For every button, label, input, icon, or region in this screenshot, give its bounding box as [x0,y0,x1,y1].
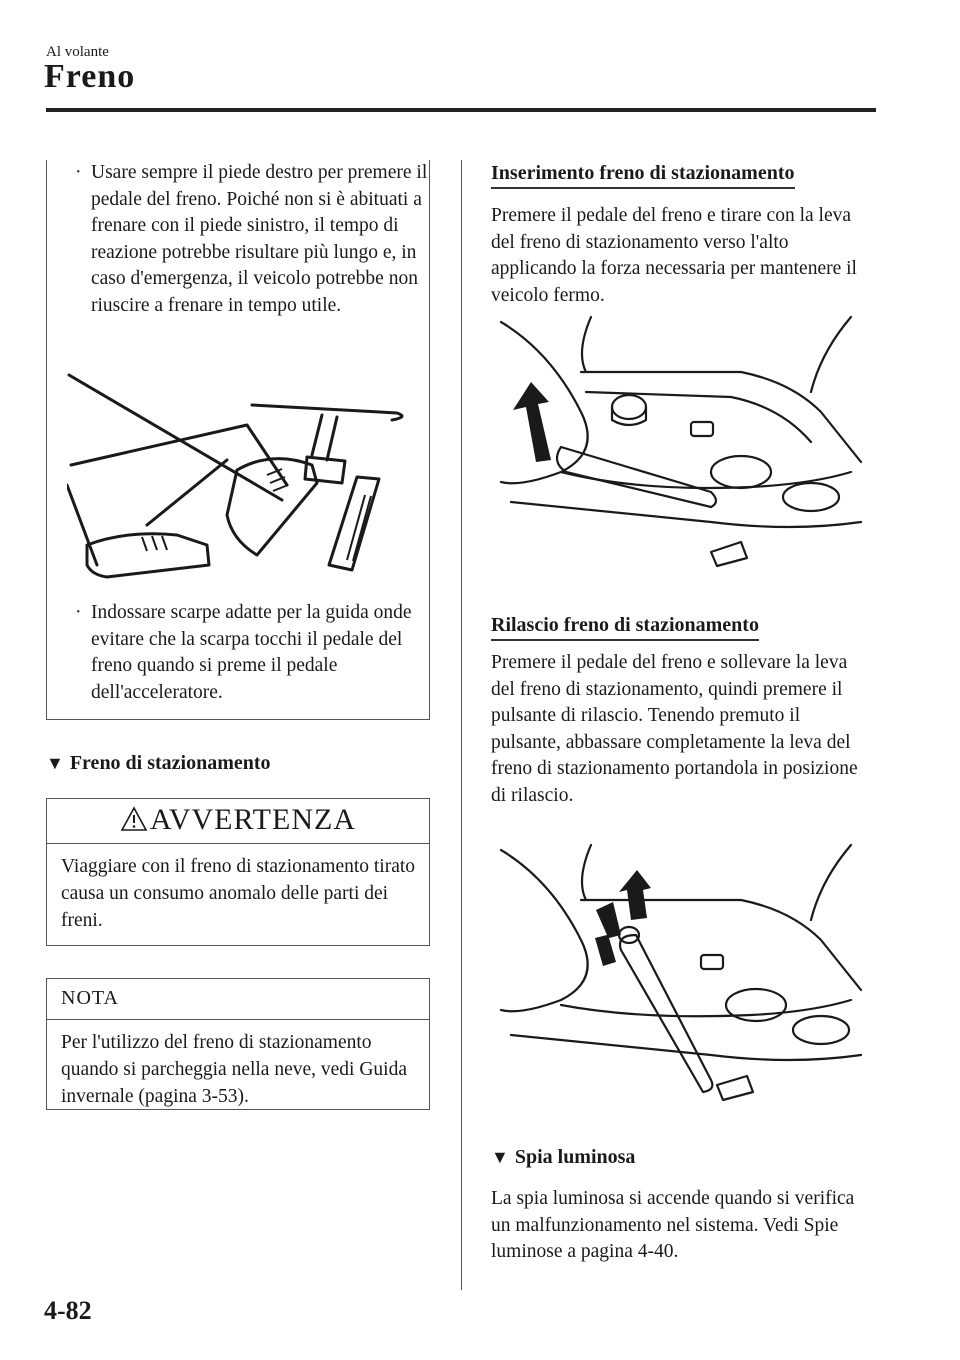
warning-title [47,803,429,837]
header-section-label: Al volante [46,44,109,60]
indicator-heading-text: Spia luminosa [514,1146,636,1168]
note-rule [47,1019,429,1020]
caution-box [46,160,430,720]
parking-brake-release-illustration [491,840,871,1122]
note-box [46,978,430,1110]
engage-text: Premere il pedale del freno e tirare con la leva del freno di stazionamento verso l'alto applicando la forza necessaria per mantenere il veicolo fermo. [491,205,857,306]
release-heading: Rilascio freno di stazionamento [491,614,759,641]
bullet-dot: · [75,162,82,183]
page-title: Freno [44,58,136,95]
feet-pedals-illustration [67,365,417,595]
warning-text: Viaggiare con il freno di stazionamento tirato causa un consumo anomalo delle parti dei freni. [61,856,416,931]
parking-brake-heading-text: Freno di stazionamento [69,752,271,774]
caution-bullet-2 [75,600,431,706]
indicator-heading [491,1146,635,1169]
note-text: Per l'utilizzo del freno di stazionamento quando si parcheggia nella neve, vedi Guida invernale (pagina 3-53). [61,1032,408,1107]
caution-bullet-1 [75,160,431,319]
warning-box [46,798,430,946]
note-title: NOTA [61,987,119,1009]
engage-heading: Inserimento freno di stazionamento [491,162,795,189]
warning-rule [47,843,429,844]
page-number: 4-82 [44,1296,92,1325]
warning-title-text: AVVERTENZA [150,803,356,836]
caution-bullet-2-text: Indossare scarpe adatte per la guida onde evitare che la scarpa tocchi il pedale del freno quando si preme il pedale dell'acceleratore. [91,602,412,703]
caution-bullet-1-text: Usare sempre il piede destro per premere il pedale del freno. Poiché non si è abituati a frenare con il piede sinistro, il tempo di reazione potrebbe risultare più lungo e, in caso d'emergenza, il veicolo potrebbe non riuscire a frenare in tempo utile. [91,162,428,316]
bullet-dot: · [75,602,82,623]
triangle-bullet-icon: ▼ [491,1147,509,1167]
header-rule [46,108,876,112]
parking-brake-heading [46,752,271,775]
warning-triangle-icon [120,806,148,832]
triangle-bullet-icon: ▼ [46,753,64,773]
indicator-text: La spia luminosa si accende quando si verifica un malfunzionamento nel sistema. Vedi Spie luminose a pagina 4-40. [491,1188,855,1262]
release-text: Premere il pedale del freno e sollevare la leva del freno di stazionamento, quindi premere il pulsante di rilascio. Tenendo premuto il pulsante, abbassare completamente la leva del freno di stazionamento portandola in posizione di rilascio. [491,652,858,806]
column-divider [461,160,462,1290]
parking-brake-engage-illustration [491,312,871,594]
